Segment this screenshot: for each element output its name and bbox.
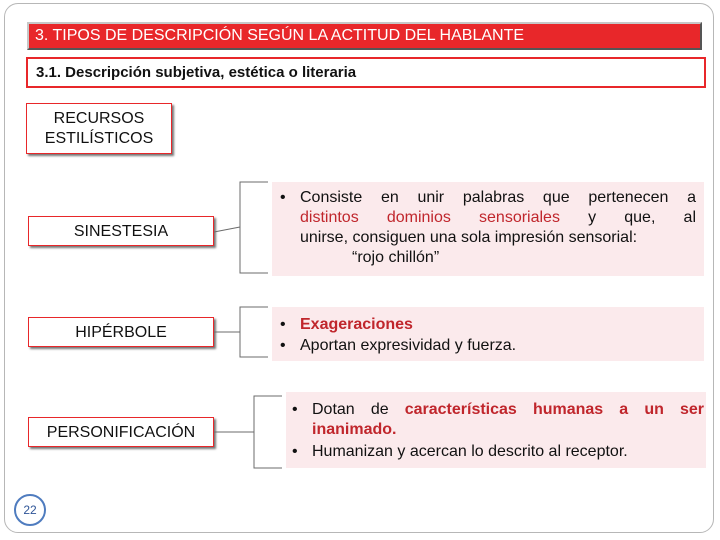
term-personificacion: PERSONIFICACIÓN xyxy=(28,417,214,447)
hiperbole-exageraciones: Exageraciones xyxy=(300,316,413,333)
personificacion-panel xyxy=(286,392,706,468)
recursos-line-1: RECURSOS xyxy=(53,110,145,127)
sinestesia-example: “rojo chillón” xyxy=(352,249,440,266)
sinestesia-line-2-rest: y que, al xyxy=(559,209,696,226)
bullet-dot: • xyxy=(280,337,286,354)
recursos-line-2: ESTILÍSTICOS xyxy=(44,130,154,147)
term-hiperbole: HIPÉRBOLE xyxy=(28,317,214,347)
bullet-dot: • xyxy=(292,401,298,418)
sinestesia-highlight: distintos dominios sensoriales xyxy=(300,209,560,226)
hiperbole-bullet-1 xyxy=(280,315,696,335)
bullet-dot: • xyxy=(280,189,286,206)
bullet-dot: • xyxy=(292,443,298,460)
sinestesia-line-1: Consiste en unir palabras que pertenecen a xyxy=(300,189,696,206)
personificacion-humanizan: Humanizan y acercan lo descrito al receptor. xyxy=(312,443,628,460)
personificacion-line-1 xyxy=(312,400,704,420)
personificacion-bullet-1 xyxy=(292,400,704,440)
section-subtitle: 3.1. Descripción subjetiva, estética o literaria xyxy=(26,57,706,88)
slide-title: 3. TIPOS DE DESCRIPCIÓN SEGÚN LA ACTITUD DEL HABLANTE xyxy=(27,22,702,50)
sinestesia-line-3: unirse, consiguen una sola impresión sensorial: xyxy=(300,229,638,246)
hiperbole-panel xyxy=(272,307,704,361)
hiperbole-expresividad: Aportan expresividad y fuerza. xyxy=(300,337,517,354)
page-number-badge: 22 xyxy=(14,494,46,526)
bullet-dot: • xyxy=(280,316,286,333)
recursos-estilisticos-box xyxy=(26,103,172,154)
personificacion-bullet-2 xyxy=(292,442,704,462)
term-sinestesia: SINESTESIA xyxy=(28,216,214,246)
sinestesia-bullet xyxy=(280,188,696,268)
sinestesia-line-2 xyxy=(300,208,696,228)
sinestesia-panel xyxy=(272,182,704,276)
personificacion-prefix: Dotan de xyxy=(312,401,405,418)
personificacion-highlight-1: características humanas a un ser xyxy=(404,401,704,418)
personificacion-highlight-2: inanimado. xyxy=(312,421,397,438)
hiperbole-bullet-2 xyxy=(280,336,696,356)
